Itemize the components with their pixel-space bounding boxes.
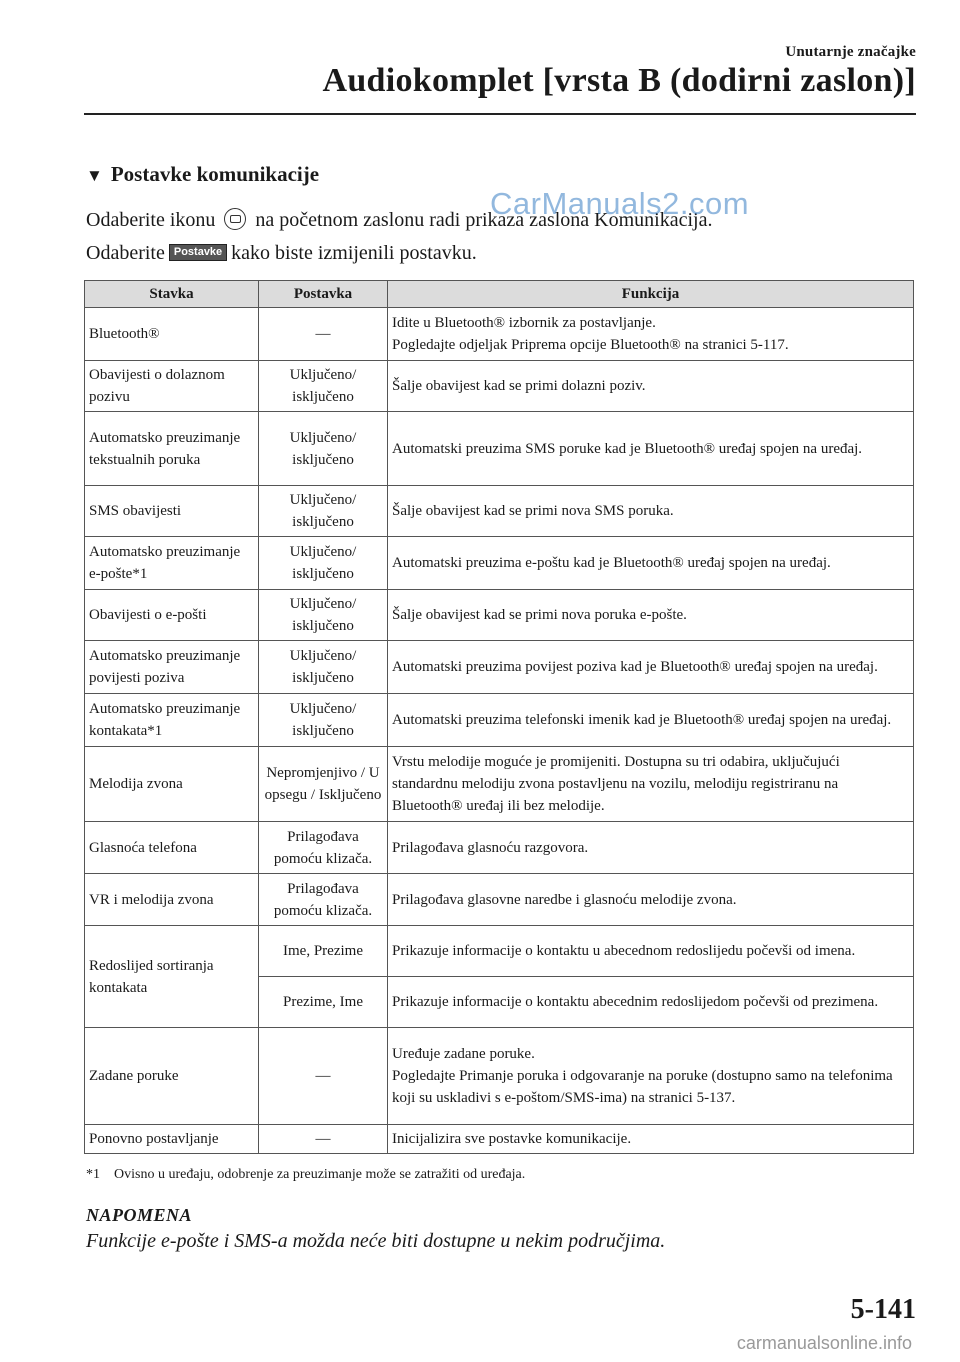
row-setting: Uključeno/ isključeno — [259, 412, 388, 486]
row-item: Glasnoća telefona — [85, 822, 259, 874]
row-item: Bluetooth® — [85, 308, 259, 361]
page-title: Audiokomplet [vrsta B (dodirni zaslon)] — [322, 62, 916, 99]
function-line: Šalje obavijest kad se primi nova poruka e-pošte. — [392, 607, 687, 623]
row-setting: Uključeno/ isključeno — [259, 694, 388, 747]
row-item: VR i melodija zvona — [85, 874, 259, 926]
row-setting: Uključeno/ isključeno — [259, 537, 388, 590]
table-row — [85, 1028, 914, 1125]
function-line: Automatski preuzima telefonski imenik kad je Bluetooth® uređaj spojen na uređaj. — [392, 712, 892, 728]
intro-1-after: na početnom zaslonu radi prikaza zaslona Komunikacija. — [255, 209, 713, 231]
footnote-mark: *1 — [86, 1167, 100, 1182]
table-row — [85, 747, 914, 822]
row-setting: Uključeno/ isključeno — [259, 486, 388, 537]
row-item: Obavijesti o dolaznom pozivu — [85, 361, 259, 412]
header-divider — [84, 113, 916, 115]
row-function — [388, 926, 914, 977]
row-function — [388, 822, 914, 874]
intro-1-before: Odaberite ikonu — [86, 209, 216, 231]
function-line: Vrstu melodije moguće je promijeniti. Dostupna su tri odabira, uključujući standardnu melodiju zvona postavljenu na vozilu, melodiju registriranu na Bluetooth® uređaj ili bez melodije. — [392, 754, 840, 814]
header-item: Stavka — [85, 281, 259, 308]
row-function — [388, 537, 914, 590]
row-function — [388, 1028, 914, 1125]
row-setting: — — [259, 1125, 388, 1154]
function-line: Inicijalizira sve postavke komunikacije. — [392, 1131, 632, 1147]
function-line: Pogledajte odjeljak Priprema opcije Bluetooth® na stranici 5-117. — [392, 337, 789, 353]
function-line: Automatski preuzima e-poštu kad je Bluetooth® uređaj spojen na uređaj. — [392, 555, 831, 571]
communication-icon — [224, 208, 246, 230]
row-setting: Prilagođava pomoću klizača. — [259, 874, 388, 926]
row-function — [388, 308, 914, 361]
table-row — [85, 822, 914, 874]
note-heading: NAPOMENA — [86, 1205, 193, 1225]
row-item: Obavijesti o e-pošti — [85, 590, 259, 641]
function-line: Prilagođava glasovne naredbe i glasnoću melodije zvona. — [392, 891, 737, 908]
function-line: Automatski preuzima SMS poruke kad je Bluetooth® uređaj spojen na uređaj. — [392, 440, 863, 457]
table-row — [85, 486, 914, 537]
table-row — [85, 308, 914, 361]
section-heading-text: Postavke komunikacije — [110, 162, 320, 186]
row-setting: Uključeno/ isključeno — [259, 641, 388, 694]
intro-2-after: kako biste izmijenili postavku. — [231, 242, 477, 264]
function-line: Šalje obavijest kad se primi nova SMS poruka. — [392, 503, 674, 519]
section-marker-icon: ▼ — [86, 166, 103, 185]
row-item: SMS obavijesti — [85, 486, 259, 537]
row-item: Zadane poruke — [85, 1028, 259, 1125]
row-function — [388, 874, 914, 926]
row-function — [388, 486, 914, 537]
row-setting: — — [259, 1028, 388, 1125]
function-line: Uređuje zadane poruke. — [392, 1046, 535, 1062]
settings-table — [84, 280, 914, 1154]
row-item: Automatsko preuzimanje tekstualnih poruka — [85, 412, 259, 486]
row-setting: Ime, Prezime — [259, 926, 388, 977]
function-line: Prikazuje informacije o kontaktu u abecednom redoslijedu počevši od imena. — [392, 943, 856, 959]
site-watermark: carmanualsonline.info — [736, 1333, 912, 1353]
page-number: 5-141 — [850, 1294, 916, 1325]
row-function — [388, 590, 914, 641]
row-setting: Nepromjenjivo / U opsegu / Isključeno — [259, 747, 388, 822]
row-item: Automatsko preuzimanje povijesti poziva — [85, 641, 259, 694]
row-function — [388, 641, 914, 694]
row-function — [388, 1125, 914, 1154]
row-setting: Prilagođava pomoću klizača. — [259, 822, 388, 874]
row-function — [388, 977, 914, 1028]
table-row — [85, 641, 914, 694]
function-line: Prikazuje informacije o kontaktu abecednim redoslijedom počevši od prezimena. — [392, 994, 879, 1010]
table-row — [85, 412, 914, 486]
table-row — [85, 537, 914, 590]
footnote — [86, 1167, 525, 1183]
row-setting: Uključeno/ isključeno — [259, 361, 388, 412]
footnote-text: Ovisno u uređaju, odobrenje za preuzimanje može se zatražiti od uređaja. — [114, 1167, 526, 1182]
function-line: Automatski preuzima povijest poziva kad je Bluetooth® uređaj spojen na uređaj. — [392, 659, 878, 675]
watermark: CarManuals2.com — [490, 186, 750, 221]
table-row — [85, 926, 914, 977]
table-row — [85, 590, 914, 641]
header-setting: Postavka — [259, 281, 388, 308]
row-item: Redoslijed sortiranja kontakata — [85, 926, 259, 1028]
section-heading — [86, 162, 319, 187]
function-line: Prilagođava glasnoću razgovora. — [392, 839, 589, 856]
table-row — [85, 694, 914, 747]
row-item: Ponovno postavljanje — [85, 1125, 259, 1154]
function-line: Idite u Bluetooth® izbornik za postavljanje. — [392, 315, 656, 331]
row-setting: Uključeno/ isključeno — [259, 590, 388, 641]
note-text: Funkcije e-pošte i SMS-a možda neće biti dostupne u nekim područjima. — [86, 1230, 666, 1252]
function-line: Pogledajte Primanje poruka i odgovaranje na poruke (dostupno samo na telefonima koji su uskladivi s e-poštom/SMS-ima) na stranici 5-137. — [392, 1068, 893, 1106]
row-setting: — — [259, 308, 388, 361]
row-function — [388, 747, 914, 822]
row-function — [388, 361, 914, 412]
row-item: Melodija zvona — [85, 747, 259, 822]
table-row — [85, 1125, 914, 1154]
row-item: Automatsko preuzimanje kontakata*1 — [85, 694, 259, 747]
row-function — [388, 694, 914, 747]
table-row — [85, 874, 914, 926]
intro-line-2 — [86, 242, 477, 265]
row-setting: Prezime, Ime — [259, 977, 388, 1028]
intro-2-before: Odaberite — [86, 242, 165, 264]
table-row — [85, 361, 914, 412]
header-function: Funkcija — [388, 281, 914, 308]
table-header-row — [85, 281, 914, 308]
row-function — [388, 412, 914, 486]
header-section-label: Unutarnje značajke — [785, 44, 916, 60]
function-line: Šalje obavijest kad se primi dolazni poziv. — [392, 378, 646, 394]
row-item: Automatsko preuzimanje e-pošte*1 — [85, 537, 259, 590]
settings-button-illustration: Postavke — [169, 244, 227, 261]
